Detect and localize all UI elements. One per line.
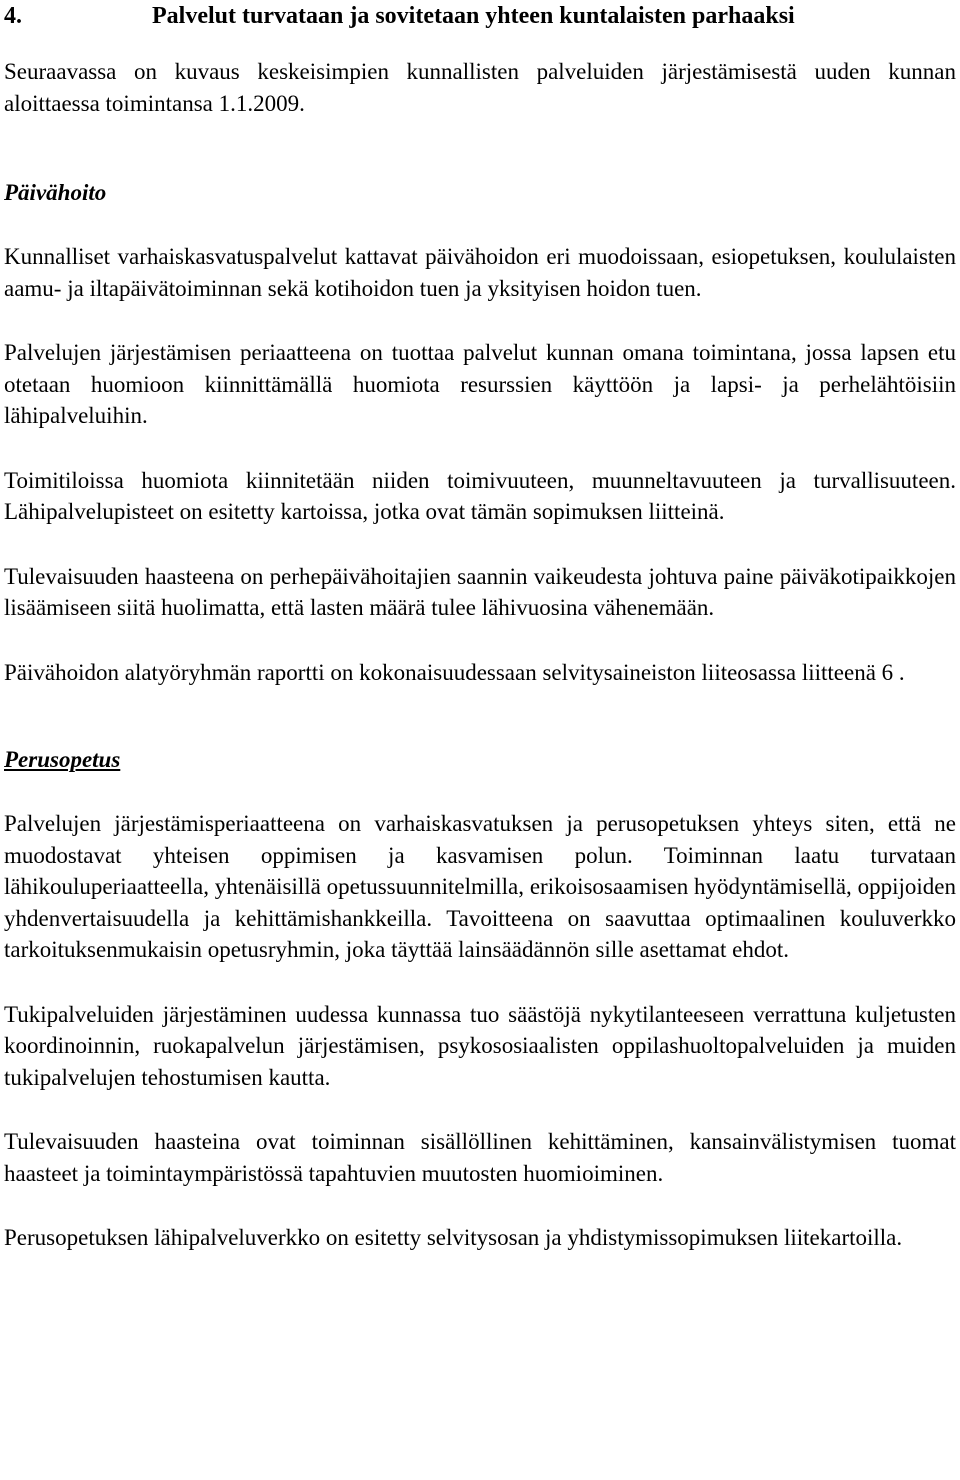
paragraph-paivahoito-4: Tulevaisuuden haasteena on perhepäivähoitajien saannin vaikeudesta johtuva paine päiväkotipaikkojen lisäämiseen siitä huolimatta, että lasten määrä tulee lähivuosina vähenemään. (4, 563, 956, 620)
paragraph-perusopetus-3: Tulevaisuuden haasteina ovat toiminnan sisällöllinen kehittäminen, kansainvälistymisen tuomat haasteet ja toimintaympäristössä tapahtuvien muutosten huomioiminen. (4, 1129, 956, 1186)
section-number: 4. (4, 3, 22, 29)
paragraph-paivahoito-3: Toimitiloissa huomiota kiinnitetään niiden toimivuuteen, muunneltavuuteen ja turvallisuuteen. Lähipalvelupisteet on esitetty kartoissa, jotka ovat tämän sopimuksen liitteinä. (4, 467, 956, 524)
paragraph-paivahoito-1: Kunnalliset varhaiskasvatuspalvelut kattavat päivähoidon eri muodoissaan, esiopetuksen, koululaisten aamu- ja iltapäivätoiminnan sekä kotihoidon tuen ja yksityisen hoidon tuen. (4, 244, 956, 301)
subheading-perusopetus: Perusopetus (4, 747, 121, 772)
document-page (4, 0, 956, 1254)
intro-paragraph: Seuraavassa on kuvaus keskeisimpien kunnallisten palveluiden järjestämisestä uuden kunnan aloittaessa toimintansa 1.1.2009. (4, 59, 956, 116)
section-title: Palvelut turvataan ja sovitetaan yhteen kuntalaisten parhaaksi (152, 3, 795, 29)
paragraph-perusopetus-1: Palvelujen järjestämisperiaatteena on varhaiskasvatuksen ja perusopetuksen yhteys siten, että ne muodostavat yhteisen oppimisen ja kasvamisen polun. Toiminnan laatu turvataan lähikouluperiaatteella, yhtenäisillä opetussuunnitelmilla, erikoisosaamisen hyödyntämisellä, oppijoiden yhdenvertaisuudella ja kehittämishankkeilla. Tavoitteena on saavuttaa optimaalinen kouluverkko tarkoituksenmukaisin opetusryhmin, joka täyttää lainsäädännön sille asettamat ehdot. (4, 811, 956, 962)
paragraph-perusopetus-2: Tukipalveluiden järjestäminen uudessa kunnassa tuo säästöjä nykytilanteeseen verrattuna kuljetusten koordinoinnin, ruokapalvelun järjestämisen, psykososiaalisten oppilashuoltopalveluiden ja muiden tukipalvelujen tehostumisen kautta. (4, 1001, 956, 1090)
paragraph-paivahoito-2: Palvelujen järjestämisen periaatteena on tuottaa palvelut kunnan omana toimintana, jossa lapsen etu otetaan huomioon kiinnittämällä huomiota resurssien käyttöön ja lapsi- ja perhelähtöisiin lähipalveluihin. (4, 340, 956, 428)
subheading-paivahoito: Päivähoito (4, 180, 107, 205)
paragraph-paivahoito-5: Päivähoidon alatyöryhmän raportti on kokonaisuudessaan selvitysaineiston liiteosassa liitteenä 6 . (4, 659, 905, 685)
paragraph-perusopetus-4: Perusopetuksen lähipalveluverkko on esitetty selvitysosan ja yhdistymissopimuksen liitekartoilla. (4, 1225, 903, 1250)
section-heading (4, 0, 956, 30)
